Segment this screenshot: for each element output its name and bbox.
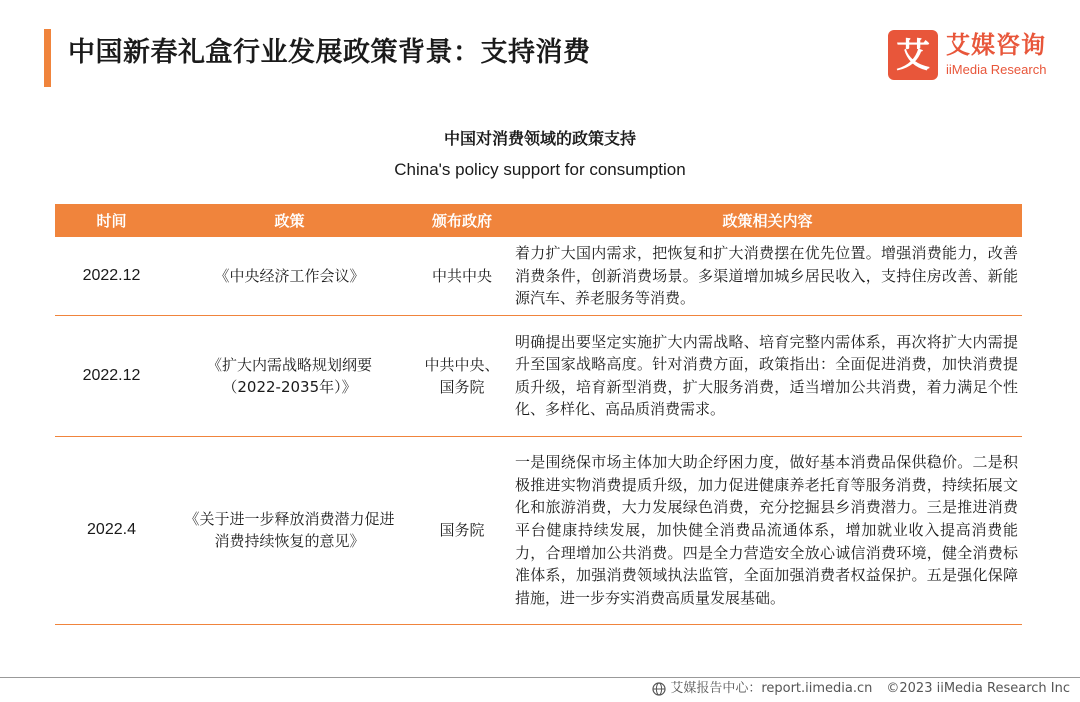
iimedia-logo-mark-icon: [888, 30, 938, 80]
header-government: 颁布政府: [411, 204, 513, 237]
table-row: [55, 315, 1022, 436]
policy-table: [55, 204, 1022, 625]
header-content: 政策相关内容: [513, 204, 1022, 237]
logo-cn-text: 艾媒咨询: [946, 31, 1046, 59]
footer-copyright: ©2023 iiMedia Research Inc: [886, 681, 1070, 696]
table-row: [55, 237, 1022, 315]
row-date: 2022.12: [55, 315, 168, 436]
row-content: 着力扩大国内需求，把恢复和扩大消费摆在优先位置。增强消费能力，改善消费条件，创新消费场景。多渠道增加城乡居民收入，支持住房改善、新能源汽车、养老服务等消费。: [513, 237, 1022, 315]
footer-divider: [0, 677, 1080, 678]
row-government: 中共中央: [411, 237, 513, 315]
title-accent-bar: [44, 29, 51, 87]
table-title-cn: 中国对消费领域的政策支持: [443, 129, 636, 148]
row-date: 2022.12: [55, 237, 168, 315]
footer-source: 艾媒报告中心：report.iimedia.cn: [670, 681, 873, 696]
header-policy: 政策: [168, 204, 411, 237]
globe-icon: [652, 682, 666, 696]
row-policy: 《中央经济工作会议》: [168, 237, 411, 315]
table-title-en: China's policy support for consumption: [394, 160, 686, 179]
row-content: 明确提出要坚定实施扩大内需战略、培育完整内需体系，再次将扩大内需提升至国家战略高度。针对消费方面，政策指出：全面促进消费，加快消费提质升级，培育新型消费，扩大服务消费，适当增加公共消费，着力满足个性化、多样化、高品质消费需求。: [513, 315, 1022, 436]
table-header-row: [55, 204, 1022, 237]
row-policy: 《关于进一步释放消费潜力促进消费持续恢复的意见》: [168, 436, 411, 624]
page-title: 中国新春礼盒行业发展政策背景：支持消费: [68, 37, 591, 68]
row-government: 国务院: [411, 436, 513, 624]
table-row: [55, 436, 1022, 624]
row-policy: 《扩大内需战略规划纲要（2022-2035年）》: [168, 315, 411, 436]
row-date: 2022.4: [55, 436, 168, 624]
iimedia-logo: [888, 30, 1060, 82]
row-content: 一是围绕保市场主体加大助企纾困力度，做好基本消费品保供稳价。二是积极推进实物消费提质升级，加力促进健康养老托育等服务消费，持续拓展文化和旅游消费，大力发展绿色消费，充分挖掘县乡消费潜力。三是推进消费平台健康持续发展，加快健全消费品流通体系，增加就业收入提高消费能力，合理增加公共消费。四是全力营造安全放心诚信消费环境，健全消费标准体系，加强消费领域执法监管，全面加强消费者权益保护。五是强化保障措施，进一步夯实消费高质量发展基础。: [513, 436, 1022, 624]
header-time: 时间: [55, 204, 168, 237]
logo-en-text: iiMedia Research: [946, 62, 1047, 77]
footer: [652, 679, 1070, 699]
row-government: 中共中央、国务院: [411, 315, 513, 436]
svg-text:艾: 艾: [896, 36, 930, 76]
